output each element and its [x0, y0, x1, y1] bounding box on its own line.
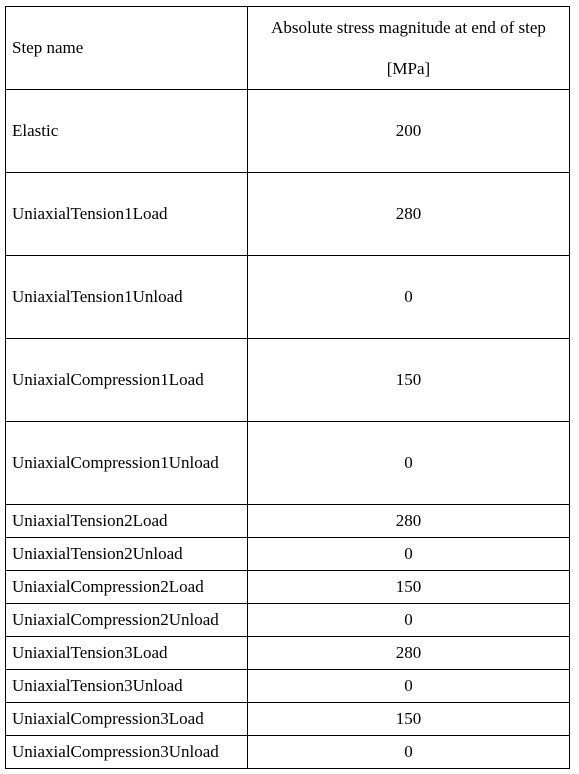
- table-row: [6, 538, 570, 571]
- step-name-cell: UniaxialTension2Load: [6, 505, 248, 538]
- table-row: [6, 256, 570, 339]
- stress-value-cell: 0: [248, 256, 570, 339]
- table-row: [6, 571, 570, 604]
- step-name-cell: UniaxialCompression1Load: [6, 339, 248, 422]
- table-row: [6, 339, 570, 422]
- stress-value-cell: 0: [248, 422, 570, 505]
- step-name-cell: UniaxialCompression2Unload: [6, 604, 248, 637]
- step-name-cell: UniaxialCompression1Unload: [6, 422, 248, 505]
- stress-value-cell: 0: [248, 604, 570, 637]
- stress-value-cell: 150: [248, 703, 570, 736]
- stress-table: [5, 6, 570, 769]
- table-row: [6, 670, 570, 703]
- table-row: [6, 173, 570, 256]
- step-name-cell: UniaxialTension1Load: [6, 173, 248, 256]
- table-row: [6, 736, 570, 769]
- stress-value-cell: 150: [248, 339, 570, 422]
- header-stress-unit: [MPa]: [386, 59, 431, 78]
- table-row: [6, 505, 570, 538]
- step-name-cell: UniaxialTension3Unload: [6, 670, 248, 703]
- stress-value-cell: 200: [248, 90, 570, 173]
- header-stress-label: Absolute stress magnitude at end of step: [271, 18, 546, 37]
- step-name-cell: UniaxialTension1Unload: [6, 256, 248, 339]
- step-name-cell: UniaxialCompression2Load: [6, 571, 248, 604]
- stress-value-cell: 150: [248, 571, 570, 604]
- stress-value-cell: 280: [248, 637, 570, 670]
- table-row: [6, 703, 570, 736]
- stress-value-cell: 0: [248, 736, 570, 769]
- header-step-name: Step name: [6, 7, 248, 90]
- step-name-cell: Elastic: [6, 90, 248, 173]
- step-name-cell: UniaxialCompression3Load: [6, 703, 248, 736]
- step-name-cell: UniaxialTension2Unload: [6, 538, 248, 571]
- table-row: [6, 422, 570, 505]
- table-row: [6, 90, 570, 173]
- table-row: [6, 604, 570, 637]
- table-header-row: [6, 7, 570, 90]
- stress-value-cell: 280: [248, 173, 570, 256]
- stress-value-cell: 0: [248, 538, 570, 571]
- stress-value-cell: 280: [248, 505, 570, 538]
- step-name-cell: UniaxialCompression3Unload: [6, 736, 248, 769]
- header-stress: [248, 7, 570, 90]
- stress-value-cell: 0: [248, 670, 570, 703]
- table-row: [6, 637, 570, 670]
- step-name-cell: UniaxialTension3Load: [6, 637, 248, 670]
